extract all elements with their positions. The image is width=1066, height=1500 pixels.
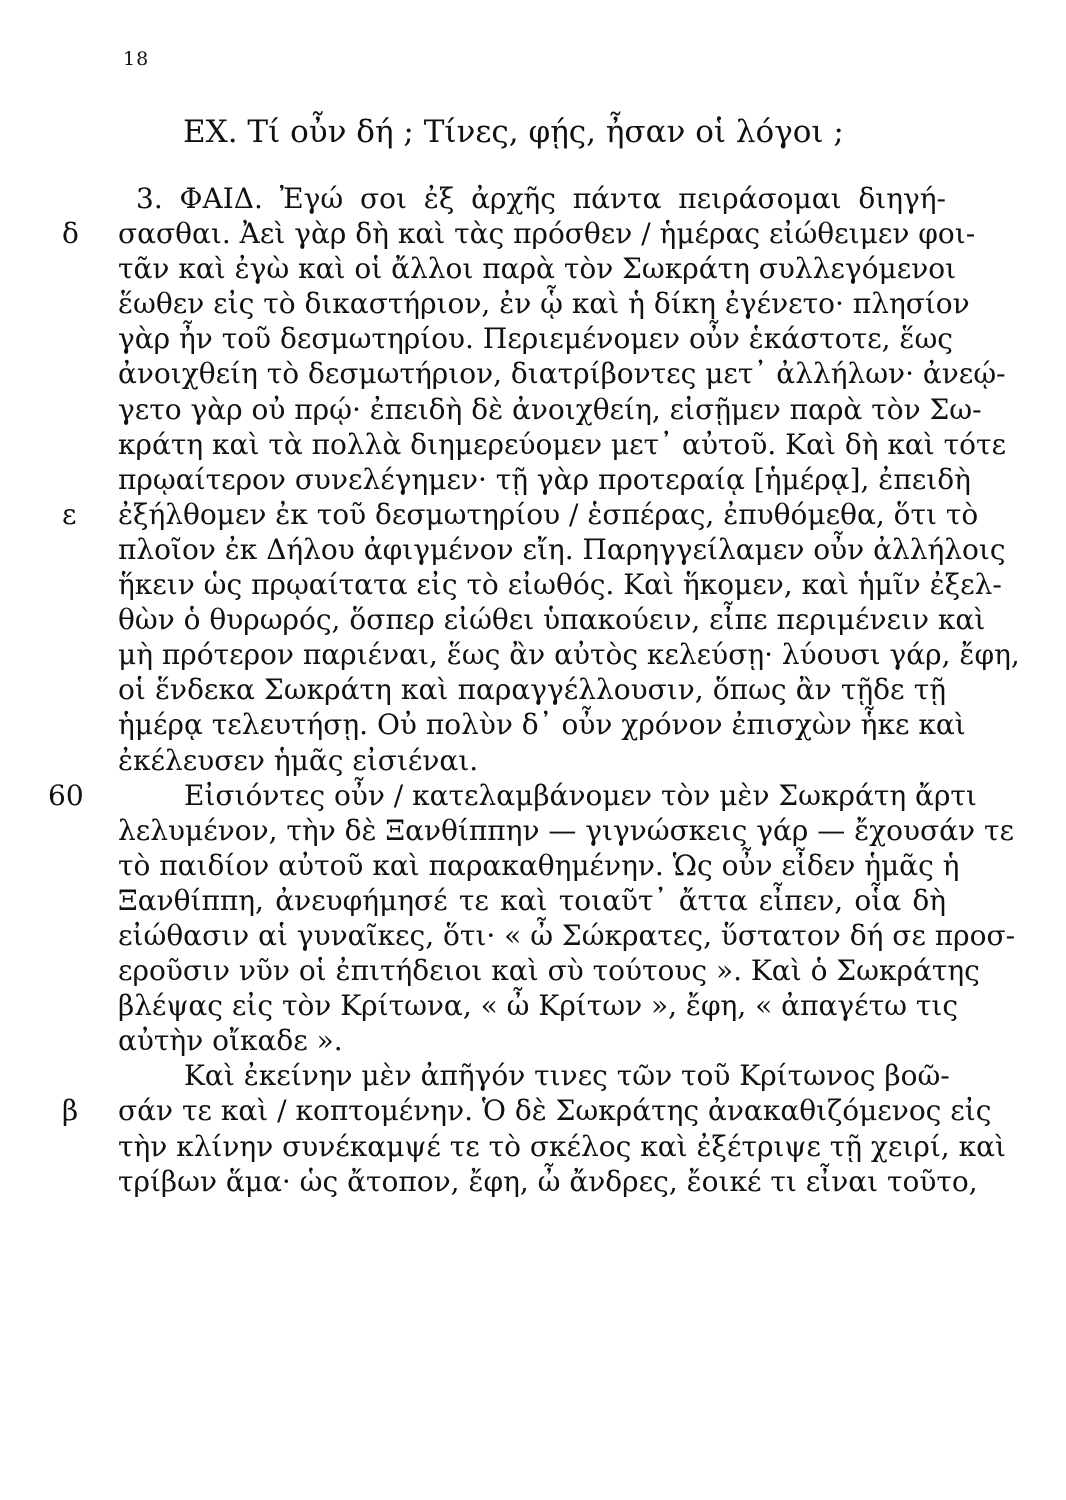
body-text [48, 181, 1020, 1199]
line-text: γετο γὰρ οὐ πρῴ· ἐπειδὴ δὲ ἀνοιχθείη, εἰσῇμεν παρὰ τὸν Σω- [118, 392, 982, 426]
line-text: πρῳαίτερον συνελέγημεν· τῇ γὰρ προτεραίᾳ [ἡμέρᾳ], ἐπειδὴ [118, 462, 971, 496]
line-text: τὴν κλίνην συνέκαμψέ τε τὸ σκέλος καὶ ἐξέτριψε τῇ χειρί, καὶ [118, 1129, 1006, 1163]
line-text: 3. ΦΑΙΔ. Ἐγώ σοι ἐξ ἀρχῆς πάντα πειράσομαι διηγή- [136, 182, 946, 215]
text-line [48, 778, 977, 813]
text-line [118, 1129, 1006, 1164]
text-line [118, 1058, 950, 1093]
line-text: ἡμέρᾳ τελευτήσῃ. Οὐ πολὺν δ᾽ οὖν χρόνον ἐπισχὼν ἧκε καὶ [118, 708, 966, 742]
line-text: αὐτὴν οἴκαδε ». [118, 1024, 343, 1058]
text-line [118, 918, 1016, 953]
text-line [118, 286, 970, 321]
line-text: βλέψας εἰς τὸν Κρίτωνα, « ὦ Κρίτων », ἔφη, « ἀπαγέτω τις [118, 989, 958, 1023]
line-text: κράτη καὶ τὰ πολλὰ διημερεύομεν μετ᾽ αὐτοῦ. Καὶ δὴ καὶ τότε [118, 427, 1007, 461]
text-line [62, 1093, 992, 1128]
line-text: ἐκέλευσεν ἡμᾶς εἰσιέναι. [118, 743, 479, 777]
text-line [118, 988, 958, 1023]
dialogue-heading: ΕΧ. Τί οὖν δή ; Τίνες, φῄς, ἦσαν οἱ λόγοι ; [183, 114, 844, 150]
text-line [118, 743, 946, 778]
text-line [118, 321, 953, 356]
text-line [118, 462, 971, 497]
text-line [62, 497, 979, 532]
line-text: θὼν ὁ θυρωρός, ὅσπερ εἰώθει ὑπακούειν, εἶπε περιμένειν καὶ [118, 603, 986, 637]
line-text: ἐξήλθομεν ἐκ τοῦ δεσμωτηρίου / ἑσπέρας, ἐπυθόμεθα, ὅτι τὸ [118, 497, 979, 531]
text-line [62, 216, 976, 251]
text-line [118, 567, 1002, 602]
line-text: σάν τε καὶ / κοπτομένην. Ὁ δὲ Σωκράτης ἀνακαθιζόμενος εἰς [118, 1094, 992, 1128]
text-line [118, 532, 1006, 567]
line-text: εἰώθασιν αἱ γυναῖκες, ὅτι· « ὦ Σώκρατες, ὕστατον δή σε προσ- [118, 918, 1016, 952]
line-text: Καὶ ἐκείνην μὲν ἀπῆγόν τινες τῶν τοῦ Κρίτωνος βοῶ- [184, 1059, 950, 1093]
text-line [118, 427, 1007, 462]
text-line [118, 181, 946, 216]
margin-marker: 60 [48, 778, 84, 812]
page-number: 18 [123, 48, 150, 70]
line-text: Ξανθίππη, ἀνευφήμησέ τε καὶ τοιαῦτ᾽ ἄττα εἶπεν, οἷα δὴ [118, 883, 946, 917]
text-line [118, 356, 1006, 391]
line-text: λελυμένον, τὴν δὲ Ξανθίππην — γιγνώσκεις γάρ — ἔχουσάν τε [118, 813, 1014, 847]
line-text: πλοῖον ἐκ Δήλου ἀφιγμένον εἴη. Παρηγγείλαμεν οὖν ἀλλήλοις [118, 532, 1006, 566]
line-text: τᾶν καὶ ἐγὼ καὶ οἱ ἄλλοι παρὰ τὸν Σωκράτη συλλεγόμενοι [118, 252, 957, 286]
line-text: μὴ πρότερον παριέναι, ἕως ἂν αὐτὸς κελεύσῃ· λύουσι γάρ, ἔφη, [118, 638, 1020, 672]
margin-marker: δ [62, 217, 79, 251]
text-line [118, 392, 982, 427]
text-line [118, 813, 1014, 848]
text-line [118, 953, 980, 988]
line-text: ἀνοιχθείη τὸ δεσμωτήριον, διατρίβοντες μετ᾽ ἀλλήλων· ἀνεῴ- [118, 357, 1006, 391]
line-text: τὸ παιδίον αὐτοῦ καὶ παρακαθημένην. Ὡς οὖν εἶδεν ἡμᾶς ἡ [118, 848, 960, 882]
margin-marker: β [62, 1094, 79, 1128]
line-text: ἕωθεν εἰς τὸ δικαστήριον, ἐν ᾧ καὶ ἡ δίκη ἐγένετο· πλησίον [118, 287, 970, 321]
text-line [118, 672, 946, 707]
line-text: ἥκειν ὡς πρῳαίτατα εἰς τὸ εἰωθός. Καὶ ἥκομεν, καὶ ἡμῖν ἐξελ- [118, 568, 1002, 602]
line-text: τρίβων ἅμα· ὡς ἄτοπον, ἔφη, ὦ ἄνδρες, ἔοικέ τι εἶναι τοῦτο, [118, 1164, 978, 1198]
line-text: οἱ ἕνδεκα Σωκράτη καὶ παραγγέλλουσιν, ὅπως ἂν τῇδε τῇ [118, 673, 946, 707]
text-line [118, 883, 946, 918]
margin-marker: ε [62, 497, 77, 531]
text-line [118, 707, 966, 742]
text-line [118, 1023, 946, 1058]
line-text: Εἰσιόντες οὖν / κατελαμβάνομεν τὸν μὲν Σωκράτη ἄρτι [184, 778, 977, 812]
text-line [118, 1164, 978, 1199]
line-text: εροῦσιν νῦν οἱ ἐπιτήδειοι καὶ σὺ τούτους ». Καὶ ὁ Σωκράτης [118, 954, 980, 988]
text-line [118, 848, 960, 883]
text-line [118, 637, 1020, 672]
text-line [118, 251, 957, 286]
text-line [118, 602, 986, 637]
line-text: γὰρ ἦν τοῦ δεσμωτηρίου. Περιεμένομεν οὖν ἑκάστοτε, ἕως [118, 322, 953, 356]
line-text: σασθαι. Ἀεὶ γὰρ δὴ καὶ τὰς πρόσθεν / ἡμέρας εἰώθειμεν φοι- [118, 217, 976, 251]
